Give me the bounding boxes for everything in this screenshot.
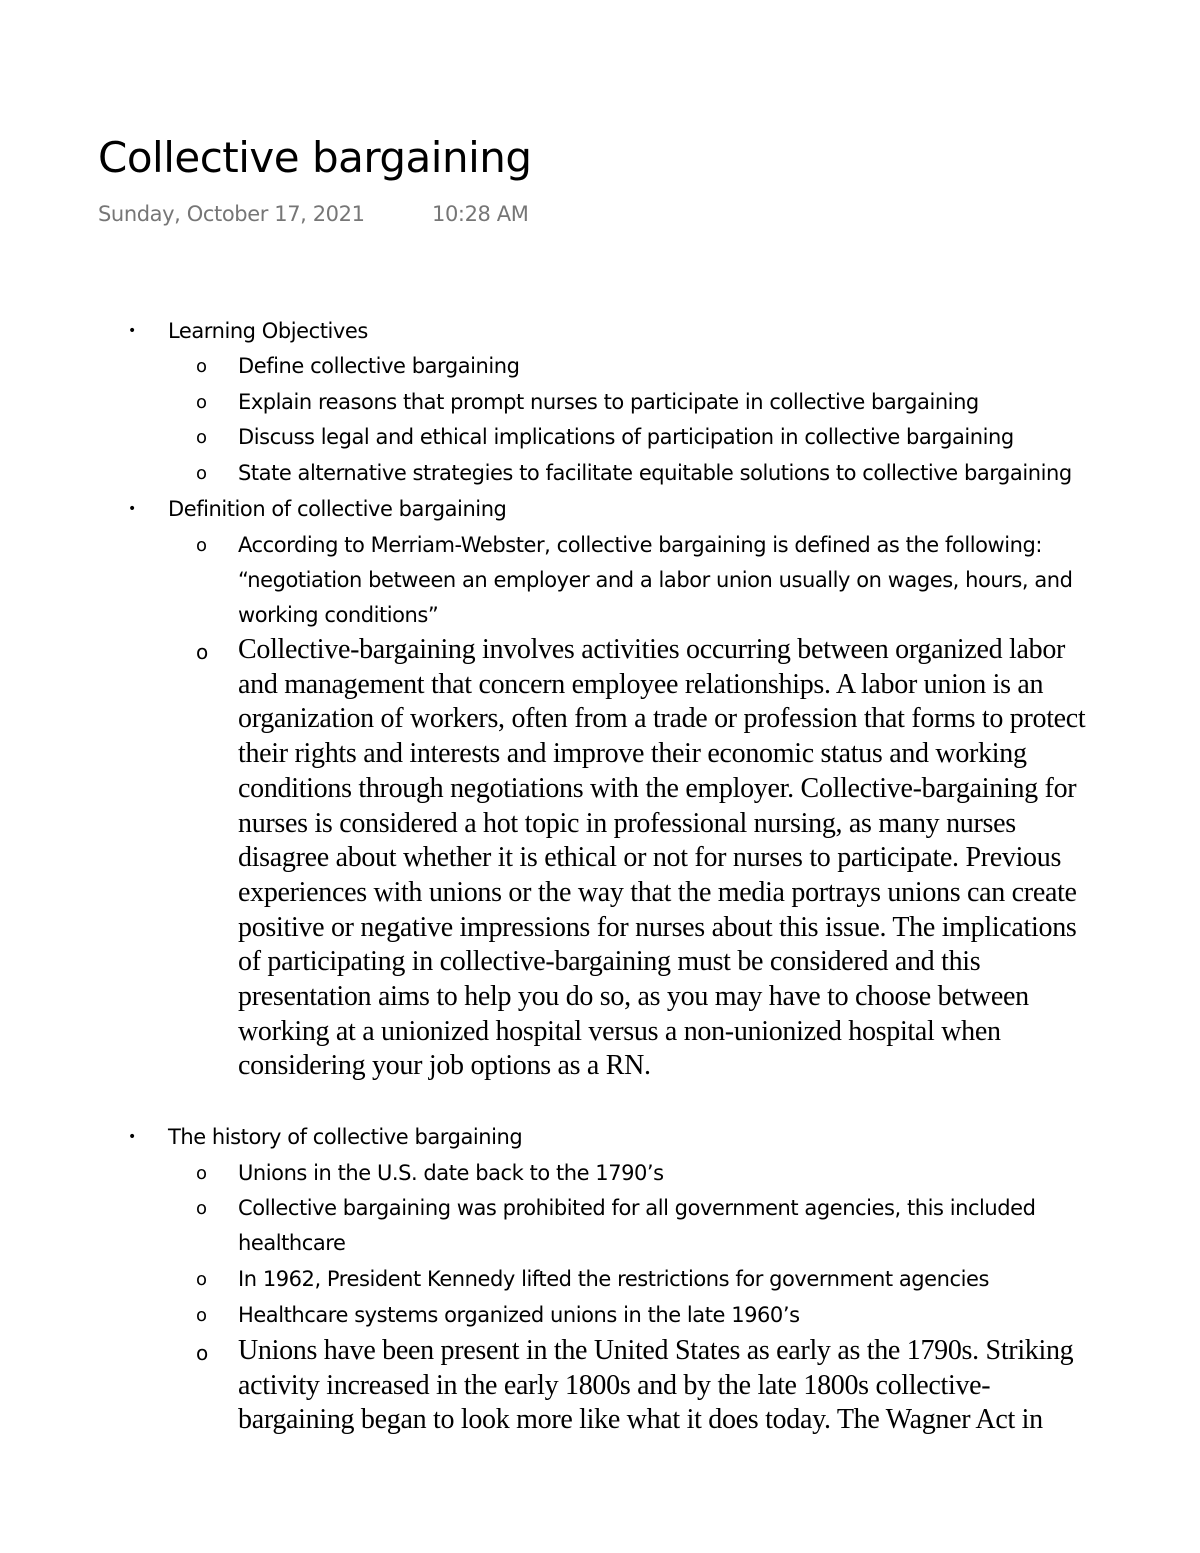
item-text: Unions in the U.S. date back to the 1790’s [238, 1161, 664, 1185]
bullet-icon: • [128, 323, 136, 339]
item-text: State alternative strategies to facilitate equitable solutions to collective bargaining [238, 461, 1072, 485]
item-text-line: their rights and interests and improve their economic status and working [238, 738, 1027, 770]
sub-bullet-item [196, 456, 1072, 491]
item-text-line: organization of workers, often from a trade or profession that forms to protect [238, 703, 1086, 735]
bullet-icon: • [128, 1129, 136, 1145]
item-text-line: activity increased in the early 1800s and by the late 1800s collective- [238, 1369, 991, 1401]
sub-bullet-icon: o [196, 463, 207, 484]
sub-bullet-item [196, 349, 520, 384]
item-text-line: working conditions” [238, 603, 439, 627]
item-text-line: experiences with unions or the way that the media portrays unions can create [238, 876, 1077, 908]
bullet-item-definition [128, 492, 507, 527]
sub-bullet-icon: o [196, 1305, 207, 1326]
sub-bullet-icon: o [196, 535, 207, 556]
note-timestamp [98, 200, 529, 228]
item-text: Explain reasons that prompt nurses to participate in collective bargaining [238, 390, 979, 414]
sub-bullet-icon: o [196, 427, 207, 448]
sub-bullet-item [196, 1262, 989, 1297]
item-text-line: considering your job options as a RN. [238, 1050, 651, 1082]
sub-bullet-item [196, 420, 1014, 455]
sub-bullet-icon: o [196, 356, 207, 377]
page-title: Collective bargaining [98, 133, 532, 182]
item-text-line: positive or negative impressions for nurses about this issue. The implications [238, 911, 1077, 943]
item-text-line: According to Merriam-Webster, collective bargaining is defined as the following: [238, 533, 1042, 557]
item-text-line: presentation aims to help you do so, as you may have to choose between [238, 981, 1029, 1013]
item-text-line: bargaining began to look more like what it does today. The Wagner Act in [238, 1404, 1043, 1436]
sub-bullet-item [196, 633, 1086, 1084]
item-text-line: nurses is considered a hot topic in professional nursing, as many nurses [238, 807, 1016, 839]
bullet-item-learning-objectives [128, 314, 368, 349]
item-text-line: and management that concern employee relationships. A labor union is an [238, 668, 1044, 700]
note-date: Sunday, October 17, 2021 [98, 202, 365, 226]
sub-bullet-icon: o [196, 640, 208, 664]
item-text-line: disagree about whether it is ethical or not for nurses to participate. Previous [238, 842, 1062, 874]
sub-bullet-icon: o [196, 1341, 208, 1365]
sub-bullet-icon: o [196, 1269, 207, 1290]
sub-bullet-icon: o [196, 1198, 207, 1219]
item-text-line: “negotiation between an employer and a labor union usually on wages, hours, and [238, 568, 1073, 592]
bullet-item-history [128, 1120, 523, 1155]
note-time: 10:28 AM [432, 202, 529, 226]
item-text-line: Collective bargaining was prohibited for all government agencies, this included [238, 1196, 1036, 1220]
item-text-line: healthcare [238, 1231, 346, 1255]
sub-bullet-item [196, 385, 979, 420]
item-text-line: Collective-bargaining involves activities occurring between organized labor [238, 634, 1066, 665]
item-text: Healthcare systems organized unions in the late 1960’s [238, 1303, 800, 1327]
item-text-line: Unions have been present in the United States as early as the 1790s. Striking [238, 1335, 1074, 1366]
item-text-line: of participating in collective-bargaining must be considered and this [238, 946, 981, 978]
sub-bullet-item [196, 1191, 1036, 1261]
item-text: In 1962, President Kennedy lifted the restrictions for government agencies [238, 1267, 989, 1291]
sub-bullet-item [196, 1334, 1074, 1438]
section-heading: The history of collective bargaining [168, 1125, 523, 1149]
section-heading: Definition of collective bargaining [168, 497, 507, 521]
sub-bullet-item [196, 528, 1073, 633]
section-heading: Learning Objectives [168, 319, 368, 343]
bullet-icon: • [128, 501, 136, 517]
sub-bullet-icon: o [196, 1163, 207, 1184]
item-text: Discuss legal and ethical implications of participation in collective bargaining [238, 425, 1014, 449]
sub-bullet-item [196, 1298, 800, 1333]
item-text: Define collective bargaining [238, 354, 520, 378]
sub-bullet-item [196, 1156, 664, 1191]
item-text-line: working at a unionized hospital versus a non-unionized hospital when [238, 1015, 1001, 1047]
item-text-line: conditions through negotiations with the employer. Collective-bargaining for [238, 772, 1077, 804]
sub-bullet-icon: o [196, 392, 207, 413]
